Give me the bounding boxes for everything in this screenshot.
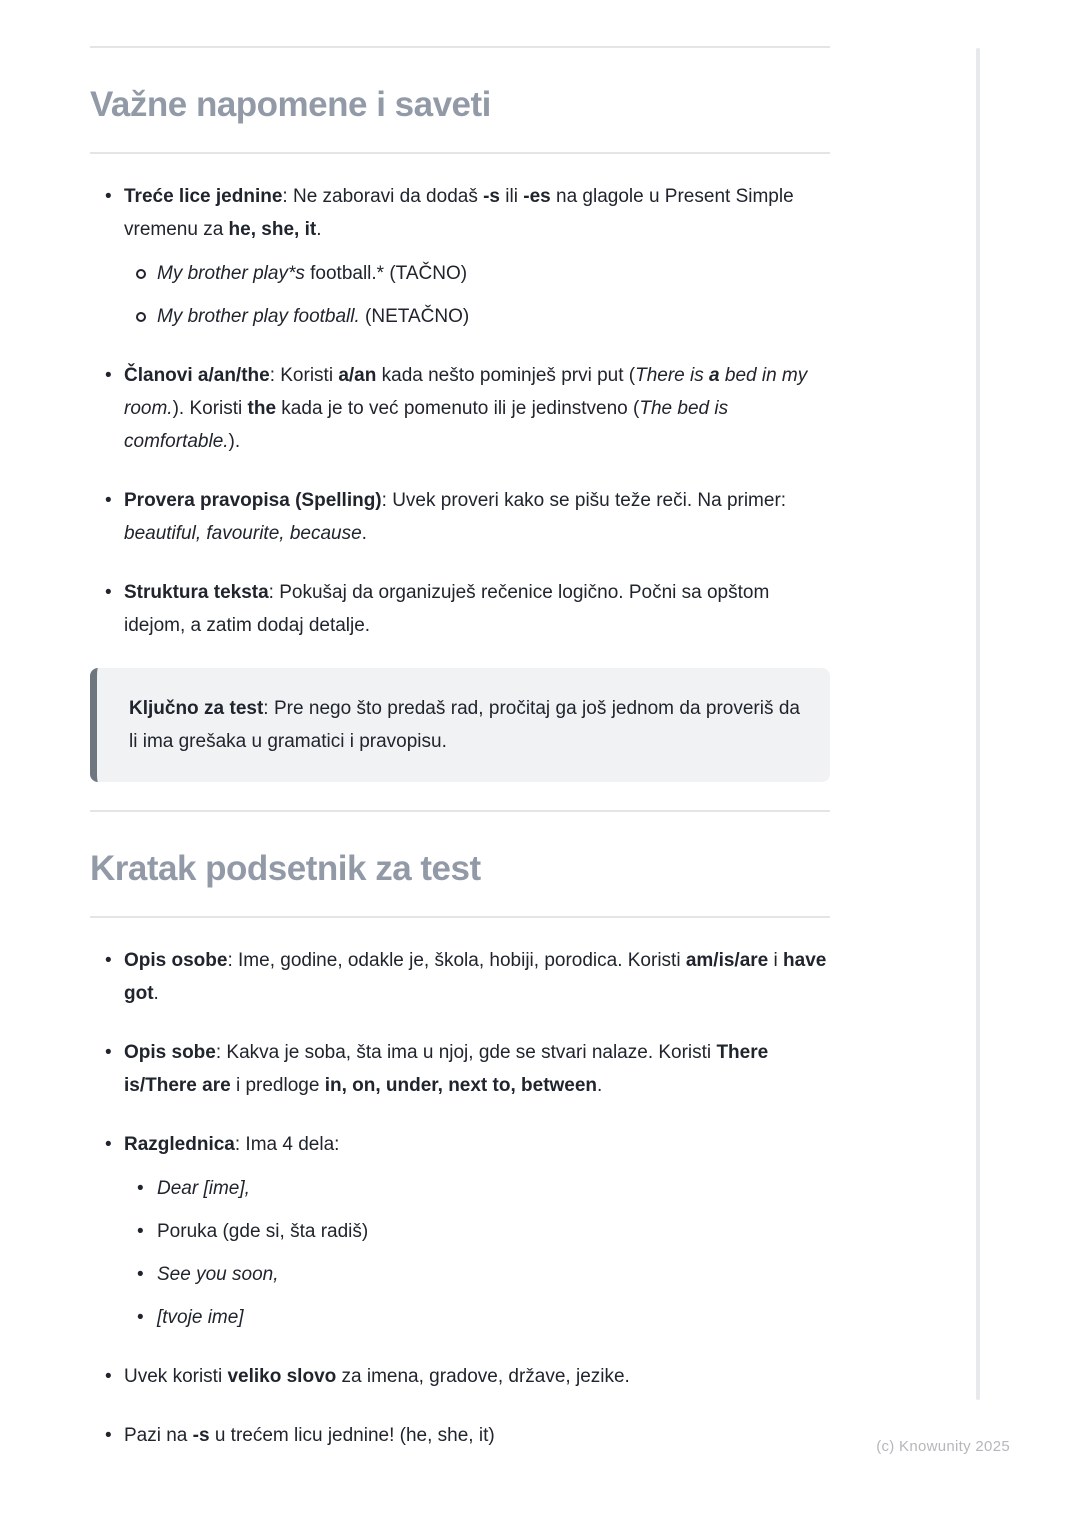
- copyright-footer: (c) Knowunity 2025: [876, 1438, 1010, 1455]
- list-item-text: • Razglednica: Ima 4 dela:: [124, 1134, 340, 1155]
- list-item: [157, 300, 830, 333]
- list-item: [124, 1036, 830, 1102]
- list-item: [157, 1258, 830, 1291]
- list-item-text: • Provera pravopisa (Spelling): Uvek proveri kako se pišu teže reči. Na primer: beautiful, favourite, because.: [124, 490, 787, 544]
- list-item: [157, 257, 830, 290]
- list-item: [124, 944, 830, 1010]
- vertical-scrollbar[interactable]: [976, 48, 980, 1400]
- list-item: [124, 576, 830, 642]
- list-item: [124, 1360, 830, 1393]
- list-item: [124, 180, 830, 333]
- list-item-text: My brother play*s football.* (TAČNO): [157, 263, 468, 284]
- top-divider: [90, 46, 830, 48]
- document-body: [90, 0, 830, 1478]
- list-item-text: • Opis osobe: Ime, godine, odakle je, škola, hobiji, porodica. Koristi am/is/are i have got.: [124, 950, 827, 1004]
- list-item-text: • Treće lice jednine: Ne zaboravi da dodaš -s ili -es na glagole u Present Simple vremenu za he, she, it.: [124, 186, 794, 240]
- heading-divider-1: [90, 152, 830, 154]
- postcard-parts-sublist: [124, 1172, 830, 1334]
- section-divider: [90, 810, 830, 812]
- list-item-text: • Članovi a/an/the: Koristi a/an kada nešto pominješ prvi put (There is a bed in my room.). Koristi the kada je to već pomenuto ili je jedinstveno (The bed is comfortable.).: [124, 365, 808, 452]
- reminder-list: [90, 944, 830, 1452]
- list-item: [157, 1301, 830, 1334]
- callout-box: [90, 668, 830, 782]
- list-item: [124, 484, 830, 550]
- list-item-text: • Pazi na -s u trećem licu jednine! (he, she, it): [124, 1425, 495, 1446]
- notes-list: [90, 180, 830, 642]
- list-item-text: • See you soon,: [157, 1264, 279, 1285]
- list-item: [124, 1419, 830, 1452]
- list-item-text: • Poruka (gde si, šta radiš): [157, 1221, 369, 1242]
- section-title-notes: Važne napomene i saveti: [90, 85, 491, 124]
- list-item: [157, 1172, 830, 1205]
- callout-text: Ključno za test: Pre nego što predaš rad, pročitaj ga još jednom da proveriš da li ima grešaka u gramatici i pravopisu.: [129, 698, 800, 752]
- list-item: [124, 1128, 830, 1334]
- list-item-text: • Opis sobe: Kakva je soba, šta ima u njoj, gde se stvari nalaze. Koristi There is/There are i predloge in, on, under, next to, between.: [124, 1042, 769, 1096]
- list-item-text: • Uvek koristi veliko slovo za imena, gradove, države, jezike.: [124, 1366, 630, 1387]
- list-item-text: My brother play football. (NETAČNO): [157, 306, 470, 327]
- list-item: [124, 359, 830, 458]
- list-item-text: • [tvoje ime]: [157, 1307, 244, 1328]
- example-sublist: [124, 257, 830, 333]
- list-item: [157, 1215, 830, 1248]
- list-item-text: • Dear [ime],: [157, 1178, 250, 1199]
- section-title-reminder: Kratak podsetnik za test: [90, 849, 481, 888]
- heading-divider-2: [90, 916, 830, 918]
- list-item-text: • Struktura teksta: Pokušaj da organizuješ rečenice logično. Počni sa opštom idejom, a zatim dodaj detalje.: [124, 582, 770, 636]
